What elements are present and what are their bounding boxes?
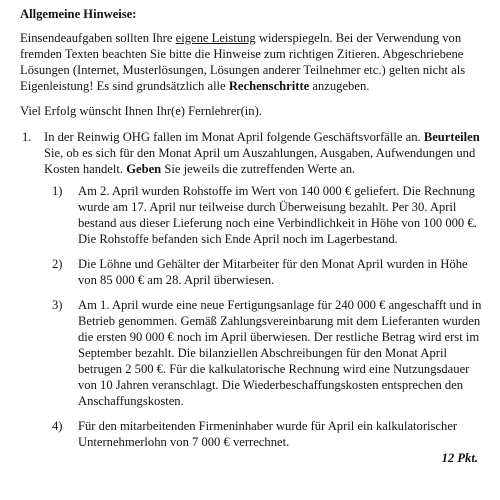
subtask-number: 1) (52, 184, 63, 198)
subtask-number: 3) (52, 298, 63, 312)
intro-underlined-text: eigene Leistung (175, 31, 256, 45)
task-text-2: Sie, ob es sich für den Monat April um Auszahlungen, Ausgaben, Aufwendungen und Kosten handelt. (44, 146, 476, 176)
task-statement (44, 129, 482, 177)
subtask-text: Am 1. April wurde eine neue Fertigungsanlage für 240 000 € angeschafft und in Betrieb genommen. Gemäß Zahlungsvereinbarung mit dem Lieferanten wurden die ersten 90 000 € noch im April überwiesen. Der restliche Betrag wird erst im September bezahlt. Die bilanziellen Abschreibungen für den Monat April betrugen 2 500 €. Für die kalkulatorische Rechnung wird eine Nutzungsdauer von 10 Jahren veranschlagt. Die Wiederbeschaffungskosten entsprechen den Anschaffungskosten. (78, 298, 482, 408)
greeting-text: Viel Erfolg wünscht Ihnen Ihr(e) Fernlehrer(in). (20, 104, 262, 118)
intro-text-2: widerspiegeln. Bei der Verwendung von fremden Texten beachten Sie bitte die Hinweise zum richtigen Zitieren. Abgeschriebene Lösungen (Internet, Musterlösungen, Lösungen anderer Teilnehmer etc.) gelten nicht als Eigenleistung! Es sind grundsätzlich alle (20, 31, 466, 93)
subtask-number: 4) (52, 419, 63, 433)
task-number: 1. (22, 130, 32, 144)
subtask-list (42, 183, 482, 450)
subtask-text: Die Löhne und Gehälter der Mitarbeiter für den Monat April wurden in Höhe von 85 000 € am 28. April überwiesen. (78, 257, 468, 287)
intro-text-3: anzugeben. (309, 79, 370, 93)
subtask-item (42, 256, 482, 288)
subtask-number: 2) (52, 257, 63, 271)
intro-text-1: Einsendeaufgaben sollten Ihre (20, 31, 176, 45)
intro-bold-text: Rechenschritte (228, 79, 310, 93)
task-item (20, 129, 482, 177)
task-bold-1: Beurteilen (423, 130, 480, 144)
task-text-3: Sie jeweils die zutreffenden Werte an. (161, 162, 356, 176)
subtask-item (42, 183, 482, 247)
intro-paragraph (20, 30, 482, 94)
subtask-text: Für den mitarbeitenden Firmeninhaber wurde für April ein kalkulatorischer Unternehmerlohn von 7 000 € verrechnet. (78, 419, 458, 449)
subtask-text: Am 2. April wurden Rohstoffe im Wert von 140 000 € geliefert. Die Rechnung wurde am 17. April nur teilweise durch Überweisung bezahlt. Per 30. April bestand aus dieser Lieferung noch eine Verbindlichkeit in Höhe von 100 000 €. Die Rohstoffe befanden sich Ende April noch im Lagerbestand. (78, 184, 477, 246)
task-bold-2: Geben (126, 162, 162, 176)
task-text-1: In der Reinwig OHG fallen im Monat April folgende Geschäftsvorfälle an. (44, 130, 424, 144)
subtask-item (42, 418, 482, 450)
subtask-item (42, 297, 482, 409)
points-label: 12 Pkt. (441, 451, 478, 465)
section-heading: Allgemeine Hinweise: (20, 7, 137, 21)
